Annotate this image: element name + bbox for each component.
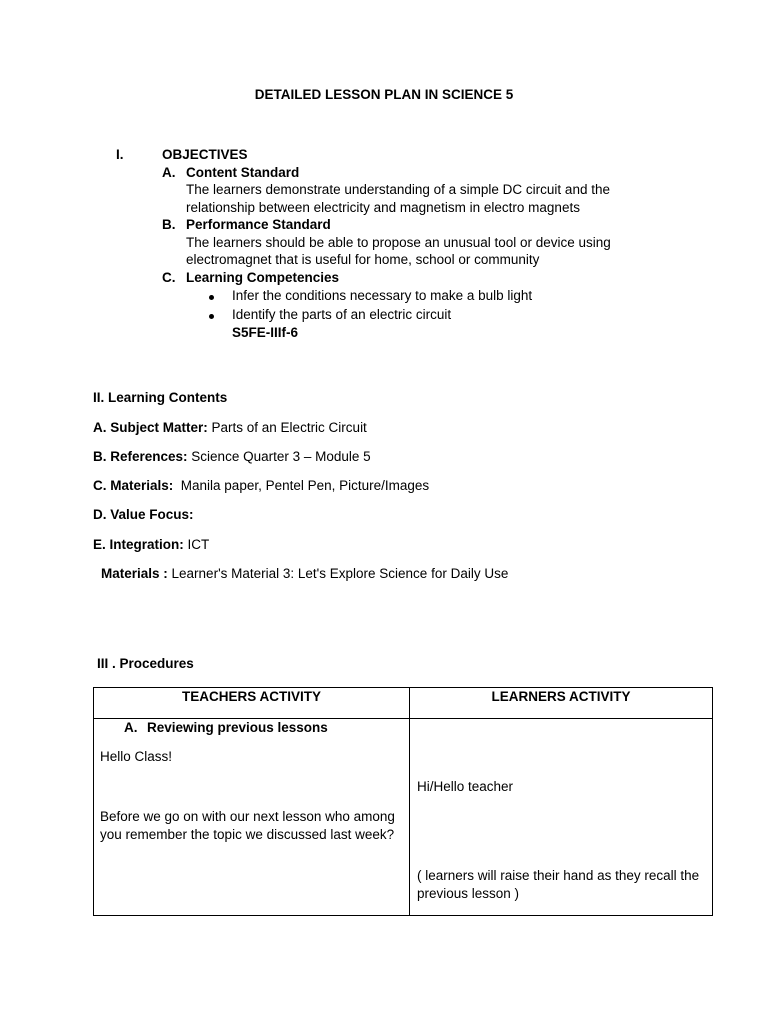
performance-standard-text-line2: electromagnet that is useful for home, school or community	[186, 252, 540, 267]
learner-activity-header: LEARNERS ACTIVITY	[410, 688, 713, 719]
document-title: DETAILED LESSON PLAN IN SCIENCE 5	[254, 87, 514, 102]
value-focus-label: D. Value Focus:	[93, 507, 194, 522]
procedures-heading: III . Procedures	[97, 656, 194, 671]
competency-code: S5FE-IIIf-6	[232, 325, 299, 340]
review-section-label: Reviewing previous lessons	[147, 720, 328, 735]
references-value: Science Quarter 3 – Module 5	[187, 449, 371, 464]
teacher-line: Before we go on with our next lesson who among you remember the topic we discussed last week?	[100, 809, 395, 842]
learner-activity-cell	[410, 719, 713, 916]
materials-label: C. Materials:	[93, 478, 174, 493]
content-standard-text-line2: relationship between electricity and magnetism in electro magnets	[186, 200, 580, 215]
integration-label: E. Integration:	[93, 537, 184, 552]
references-label: B. References:	[93, 449, 188, 464]
content-standard-text-line1: The learners demonstrate understanding of a simple DC circuit and the	[186, 182, 610, 197]
materials-row	[93, 477, 429, 495]
procedures-table	[93, 687, 713, 916]
competency-item: Identify the parts of an electric circuit	[232, 307, 452, 322]
bullet-icon	[209, 314, 214, 319]
subject-matter-label: A. Subject Matter:	[93, 420, 208, 435]
content-standard-letter: A.	[162, 165, 176, 180]
subject-matter-row	[93, 419, 367, 437]
materials-extra-value: Learner's Material 3: Let's Explore Science for Daily Use	[167, 566, 509, 581]
learning-contents-heading: II. Learning Contents	[93, 390, 228, 405]
table-row	[94, 719, 713, 916]
references-row	[93, 448, 371, 466]
teacher-activity-header: TEACHERS ACTIVITY	[94, 688, 410, 719]
competency-item: Infer the conditions necessary to make a bulb light	[232, 288, 533, 303]
materials-extra-row	[101, 565, 508, 583]
integration-row	[93, 536, 209, 554]
learning-competencies-letter: C.	[162, 270, 176, 285]
materials-extra-label: Materials :	[101, 566, 168, 581]
performance-standard-label: Performance Standard	[186, 217, 331, 232]
learner-line: ( learners will raise their hand as they recall the previous lesson )	[417, 868, 700, 901]
performance-standard-letter: B.	[162, 217, 176, 232]
bullet-icon	[209, 295, 214, 300]
performance-standard-text-line1: The learners should be able to propose an unusual tool or device using	[186, 235, 611, 250]
learning-competencies-label: Learning Competencies	[186, 270, 340, 285]
learner-line: Hi/Hello teacher	[417, 779, 514, 794]
teacher-line: Hello Class!	[100, 749, 173, 764]
table-header-row	[94, 688, 713, 719]
review-section-letter: A.	[124, 720, 138, 735]
teacher-activity-cell	[94, 719, 410, 916]
subject-matter-value: Parts of an Electric Circuit	[207, 420, 367, 435]
objectives-heading: OBJECTIVES	[162, 147, 248, 162]
section-numeral-1: I.	[116, 147, 124, 162]
materials-value: Manila paper, Pentel Pen, Picture/Images	[173, 478, 430, 493]
integration-value: ICT	[183, 537, 210, 552]
content-standard-label: Content Standard	[186, 165, 300, 180]
